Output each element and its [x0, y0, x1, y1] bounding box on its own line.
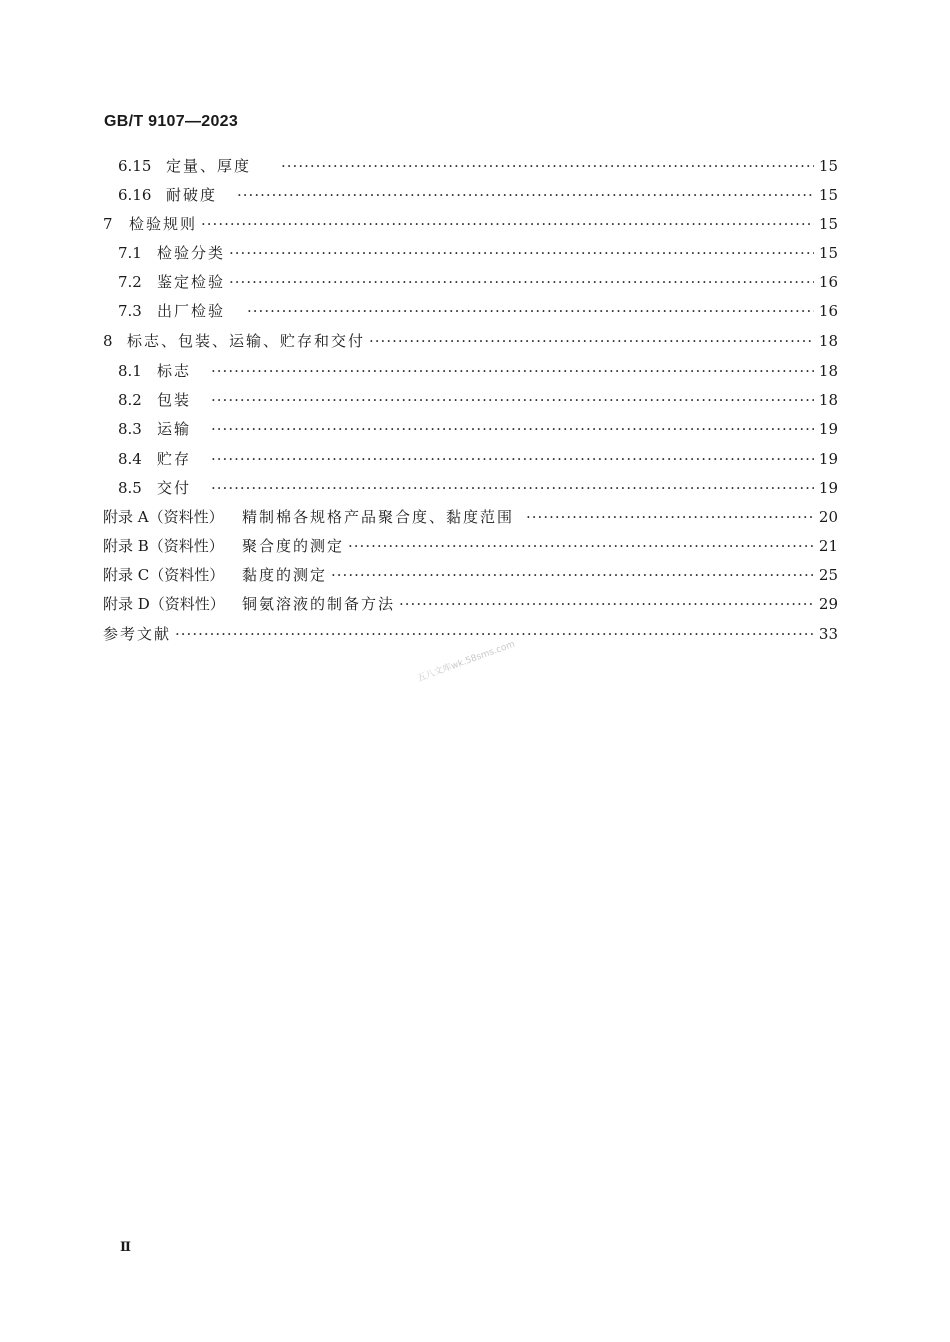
toc-entry-page: 19	[818, 420, 838, 438]
toc-entry-page: 20	[818, 508, 838, 526]
toc-entry-page: 25	[818, 566, 838, 584]
toc-entry-title: 铜氨溶液的制备方法	[242, 595, 396, 613]
toc-entry-7[interactable]	[103, 213, 838, 235]
toc-entry-8[interactable]	[103, 330, 838, 352]
toc-entry-page: 15	[818, 215, 838, 233]
toc-entry-number: 附录 C（资料性）	[103, 566, 225, 584]
dot-leader	[331, 564, 814, 586]
toc-entry-title: 聚合度的测定	[242, 537, 345, 555]
dot-leader	[175, 623, 814, 645]
toc-entry-title: 检验规则	[129, 215, 198, 233]
toc-entry-8-3[interactable]	[118, 418, 838, 440]
toc-entry-appendix-a[interactable]	[103, 506, 838, 528]
toc-entry-6-16[interactable]	[118, 184, 838, 206]
toc-entry-title: 鉴定检验	[157, 273, 226, 291]
toc-entry-7-2[interactable]	[118, 271, 838, 293]
toc-entry-7-3[interactable]	[118, 300, 838, 322]
toc-entry-number: 8.5	[118, 479, 142, 497]
toc-entry-title: 耐破度	[166, 186, 218, 204]
toc-entry-title: 定量、厚度	[166, 157, 252, 175]
toc-entry-references[interactable]	[103, 623, 838, 645]
toc-entry-appendix-d[interactable]	[103, 593, 838, 615]
toc-entry-title: 交付	[157, 479, 192, 497]
toc-entry-appendix-b[interactable]	[103, 535, 838, 557]
toc-entry-number: 8.2	[118, 391, 142, 409]
toc-entry-title: 贮存	[157, 450, 192, 468]
toc-entry-title: 包装	[157, 391, 192, 409]
toc-entry-number: 附录 A（资料性）	[103, 508, 224, 526]
toc-entry-8-5[interactable]	[118, 477, 838, 499]
toc-entry-page: 15	[818, 157, 838, 175]
toc-entry-8-1[interactable]	[118, 360, 838, 382]
toc-entry-page: 16	[818, 302, 838, 320]
toc-entry-8-4[interactable]	[118, 448, 838, 470]
toc-entry-number: 7.3	[118, 302, 142, 320]
toc-entry-title: 检验分类	[157, 244, 226, 262]
toc-entry-title: 参考文献	[103, 625, 172, 643]
dot-leader	[211, 418, 814, 440]
toc-entry-8-2[interactable]	[118, 389, 838, 411]
toc-entry-appendix-c[interactable]	[103, 564, 838, 586]
dot-leader	[526, 506, 814, 528]
toc-entry-page: 19	[818, 450, 838, 468]
toc-entry-number: 6.16	[118, 186, 152, 204]
toc-entry-page: 18	[818, 391, 838, 409]
page-number: Ⅱ	[120, 1240, 131, 1255]
document-code: GB/T 9107—2023	[104, 113, 239, 130]
toc-entry-title: 精制棉各规格产品聚合度、黏度范围	[242, 508, 515, 526]
toc-entry-number: 7.2	[118, 273, 142, 291]
dot-leader	[211, 448, 814, 470]
toc-entry-number: 7.1	[118, 244, 142, 262]
toc-entry-page: 33	[818, 625, 838, 643]
toc-entry-title: 运输	[157, 420, 192, 438]
dot-leader	[211, 477, 814, 499]
toc-entry-7-1[interactable]	[118, 242, 838, 264]
dot-leader	[229, 242, 814, 264]
dot-leader	[348, 535, 814, 557]
dot-leader	[369, 330, 814, 352]
toc-entry-page: 18	[818, 332, 838, 350]
toc-entry-number: 8	[103, 332, 113, 350]
toc-entry-page: 29	[818, 595, 838, 613]
dot-leader	[211, 389, 814, 411]
dot-leader	[237, 184, 814, 206]
toc-entry-number: 8.1	[118, 362, 142, 380]
toc-entry-number: 6.15	[118, 157, 152, 175]
toc-entry-page: 15	[818, 186, 838, 204]
toc-entry-number: 附录 B（资料性）	[103, 537, 224, 555]
toc-entry-number: 附录 D（资料性）	[103, 595, 225, 613]
toc-entry-title: 黏度的测定	[242, 566, 328, 584]
toc-entry-6-15[interactable]	[118, 155, 838, 177]
toc-entry-page: 18	[818, 362, 838, 380]
toc-entry-page: 21	[818, 537, 838, 555]
toc-entry-number: 8.3	[118, 420, 142, 438]
toc-entry-title: 标志、包装、运输、贮存和交付	[127, 332, 366, 350]
toc-entry-page: 16	[818, 273, 838, 291]
watermark-text: 五八文库wk.58sms.com	[416, 639, 517, 685]
toc-entry-page: 19	[818, 479, 838, 497]
dot-leader	[229, 271, 814, 293]
toc-entry-number: 7	[103, 215, 113, 233]
toc-entry-title: 出厂检验	[157, 302, 226, 320]
dot-leader	[247, 300, 814, 322]
dot-leader	[201, 213, 814, 235]
dot-leader	[211, 360, 814, 382]
toc-entry-title: 标志	[157, 362, 192, 380]
dot-leader	[399, 593, 814, 615]
toc-entry-page: 15	[818, 244, 838, 262]
dot-leader	[281, 155, 814, 177]
toc-entry-number: 8.4	[118, 450, 142, 468]
